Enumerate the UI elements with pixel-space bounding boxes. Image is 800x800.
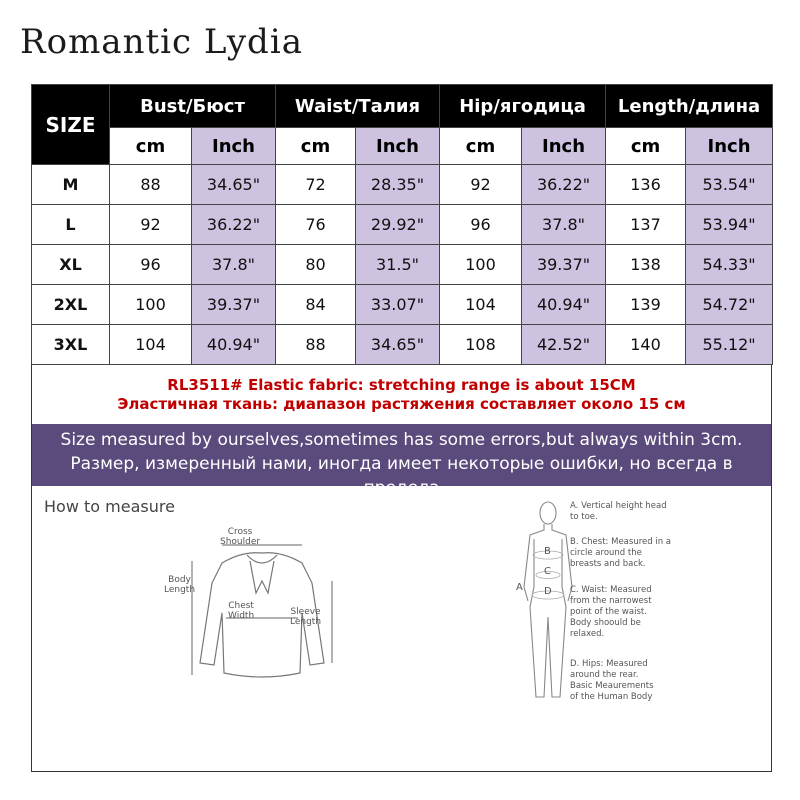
table-cell: 39.37" (192, 285, 276, 325)
table-cell: 88 (110, 165, 192, 205)
unit-inch: Inch (356, 128, 440, 165)
how-to-measure-panel (32, 487, 771, 771)
table-cell: 137 (606, 205, 686, 245)
waist-header: Waist/Талия (276, 85, 440, 128)
size-label: M (32, 165, 110, 205)
measure-desc-b: B. Chest: Measured in a circle around the breasts and back. (570, 537, 671, 569)
table-cell: 104 (440, 285, 522, 325)
table-cell: 136 (606, 165, 686, 205)
measure-letter-d: D (544, 586, 552, 597)
table-row (32, 165, 773, 205)
table-cell: 100 (110, 285, 192, 325)
table-cell: 54.33" (686, 245, 773, 285)
measure-desc-d: D. Hips: Measured around the rear. Basic Meaurements of the Human Body (570, 659, 654, 702)
fabric-note-ru: Эластичная ткань: диапазон растяжения составляет около 15 см (117, 395, 686, 413)
table-cell: 39.37" (522, 245, 606, 285)
disclaimer-band (32, 424, 771, 486)
unit-inch: Inch (686, 128, 773, 165)
hip-header: Hip/ягодица (440, 85, 606, 128)
table-cell: 40.94" (192, 325, 276, 365)
table-cell: 138 (606, 245, 686, 285)
cross-shoulder-label: Cross Shoulder (220, 527, 261, 547)
table-cell: 36.22" (522, 165, 606, 205)
table-row (32, 285, 773, 325)
fabric-note (32, 366, 771, 423)
measure-letter-a: A (516, 582, 523, 593)
table-row (32, 325, 773, 365)
table-cell: 100 (440, 245, 522, 285)
table-cell: 54.72" (686, 285, 773, 325)
table-cell: 42.52" (522, 325, 606, 365)
table-cell: 34.65" (192, 165, 276, 205)
unit-cm: cm (606, 128, 686, 165)
measure-desc-a: A. Vertical height head to toe. (570, 501, 667, 522)
disclaimer-ru: Размер, измеренный нами, иногда имеет некоторые ошибки, но всегда в (70, 454, 733, 474)
measure-desc-c: C. Waist: Measured from the narrowest point of the waist. Body shoould be relaxed. (570, 585, 652, 639)
size-table (31, 84, 773, 365)
measure-letter-b: B (544, 546, 551, 557)
table-cell: 92 (110, 205, 192, 245)
table-cell: 80 (276, 245, 356, 285)
table-cell: 36.22" (192, 205, 276, 245)
unit-inch: Inch (522, 128, 606, 165)
table-cell: 29.92" (356, 205, 440, 245)
how-to-measure-title: How to measure (44, 497, 175, 516)
measure-letter-c: C (544, 566, 551, 577)
table-cell: 104 (110, 325, 192, 365)
table-cell: 53.94" (686, 205, 773, 245)
unit-cm: cm (276, 128, 356, 165)
table-cell: 37.8" (522, 205, 606, 245)
table-cell: 88 (276, 325, 356, 365)
length-header: Length/длина (606, 85, 773, 128)
size-header: SIZE (32, 85, 110, 165)
table-cell: 53.54" (686, 165, 773, 205)
garment-sketch (152, 523, 372, 703)
table-cell: 37.8" (192, 245, 276, 285)
table-cell: 28.35" (356, 165, 440, 205)
table-cell: 72 (276, 165, 356, 205)
table-cell: 108 (440, 325, 522, 365)
table-cell: 84 (276, 285, 356, 325)
size-label: XL (32, 245, 110, 285)
table-cell: 55.12" (686, 325, 773, 365)
chest-width-label: Chest Width (228, 601, 255, 621)
disclaimer-en: Size measured by ourselves,sometimes has some errors,but always within 3cm. (60, 430, 743, 450)
table-cell: 33.07" (356, 285, 440, 325)
body-length-label: Body Length (164, 575, 196, 595)
sleeve-length-label: Sleeve Length (290, 607, 322, 627)
unit-cm: cm (440, 128, 522, 165)
bust-header: Bust/Бюст (110, 85, 276, 128)
size-label: 2XL (32, 285, 110, 325)
table-row (32, 205, 773, 245)
table-cell: 31.5" (356, 245, 440, 285)
table-cell: 96 (110, 245, 192, 285)
table-cell: 34.65" (356, 325, 440, 365)
table-cell: 76 (276, 205, 356, 245)
unit-inch: Inch (192, 128, 276, 165)
brand-logo: Romantic Lydia (20, 22, 303, 62)
size-label: L (32, 205, 110, 245)
table-row (32, 245, 773, 285)
table-cell: 139 (606, 285, 686, 325)
unit-cm: cm (110, 128, 192, 165)
table-cell: 92 (440, 165, 522, 205)
table-cell: 96 (440, 205, 522, 245)
table-cell: 40.94" (522, 285, 606, 325)
size-label: 3XL (32, 325, 110, 365)
table-cell: 140 (606, 325, 686, 365)
fabric-note-en: RL3511# Elastic fabric: stretching range is about 15CM (167, 376, 636, 394)
